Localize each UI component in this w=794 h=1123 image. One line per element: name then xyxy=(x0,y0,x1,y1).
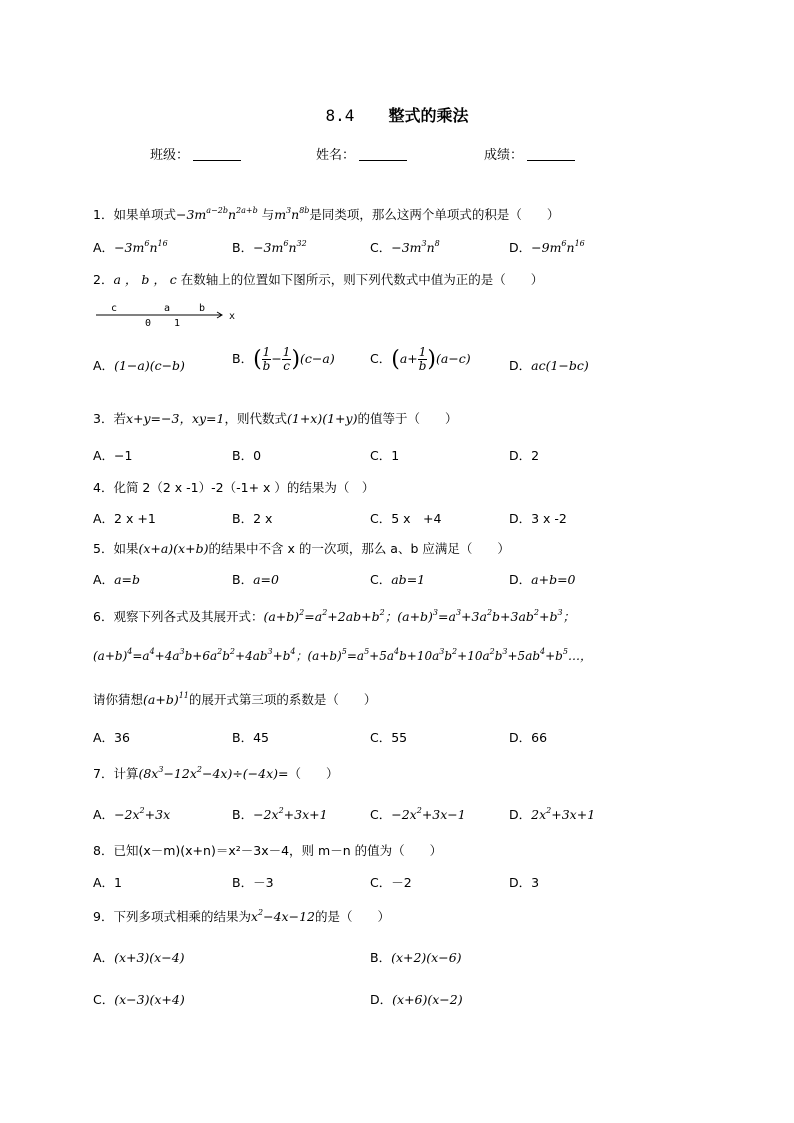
class-label: 班级： xyxy=(150,148,190,163)
question-6 xyxy=(93,607,575,625)
q6-stem: 6．观察下列各式及其展开式： xyxy=(93,609,264,624)
q5-option-d[interactable]: D．a+b=0 xyxy=(509,572,576,587)
q3-stem-b: ，则代数式 xyxy=(224,411,287,426)
q3-stem-a: 3．若 xyxy=(93,411,126,426)
q3-option-c[interactable]: C．1 xyxy=(370,448,400,463)
q7-option-a[interactable]: A．$-2x^2+3x$ xyxy=(93,806,171,822)
q8-option-b[interactable]: B．－3 xyxy=(232,875,274,890)
q1-option-b[interactable]: B．$-3m^6n^{32}$ xyxy=(232,239,307,255)
q7-stem-b: =（ ） xyxy=(278,766,339,781)
nl-label-zero: 0 xyxy=(145,318,152,329)
q5-expr: (x+a)(x+b) xyxy=(138,541,209,556)
q5-stem-a: 5．如果 xyxy=(93,541,139,556)
q1-option-d[interactable]: D．$-9m^6n^{16}$ xyxy=(509,239,585,255)
q1-term2: $m^3n^{8b}$ xyxy=(274,206,310,222)
q2-prefix: 2． xyxy=(93,272,114,287)
name-field xyxy=(316,144,407,163)
name-blank[interactable] xyxy=(359,148,407,161)
question-7 xyxy=(93,764,339,782)
question-1 xyxy=(93,205,559,223)
name-label: 姓名： xyxy=(316,148,356,163)
q3-stem-c: 的值等于（ ） xyxy=(357,411,458,426)
page-title xyxy=(0,103,794,126)
q1-option-a[interactable]: A．$-3m^6n^{16}$ xyxy=(93,239,168,255)
q2-option-a[interactable]: A．(1−a)(c−b) xyxy=(93,358,185,373)
q6-line3 xyxy=(93,690,376,708)
q7-option-d[interactable]: D．$2x^2+3x+1$ xyxy=(509,806,596,822)
q6-exp2: $(a+b)^2=a^2+2ab+b^2$；$(a+b)^3=a^3+3a^2b+3ab^2+b^3$； xyxy=(263,608,576,624)
title-text: 整式的乘法 xyxy=(388,106,469,125)
q6-line3-b: 的展开式第三项的系数是（ ） xyxy=(188,692,377,707)
class-blank[interactable] xyxy=(193,148,241,161)
q9-stem-a: 9．下列多项式相乘的结果为 xyxy=(93,909,251,924)
score-field xyxy=(484,144,575,163)
nl-label-c: c xyxy=(111,303,118,314)
q7-stem-a: 7．计算 xyxy=(93,766,139,781)
q1-option-c[interactable]: C．$-3m^3n^8$ xyxy=(370,239,440,255)
q9-option-d[interactable]: D．(x+6)(x−2) xyxy=(370,992,463,1007)
q3-cond: x+y=−3，xy=1 xyxy=(125,411,225,426)
q9-option-a[interactable]: A．(x+3)(x−4) xyxy=(93,950,185,965)
q4-option-d[interactable]: D．3 x -2 xyxy=(509,511,567,526)
score-blank[interactable] xyxy=(527,148,575,161)
q1-stem-a: 1．如果单项式 xyxy=(93,207,176,222)
question-8: 8．已知(x－m)(x+n)＝x²－3x－4，则 m－n 的值为（ ） xyxy=(93,843,443,858)
q6-option-b[interactable]: B．45 xyxy=(232,730,269,745)
q7-option-b[interactable]: B．$-2x^2+3x+1$ xyxy=(232,806,328,822)
q9-expr: $x^2-4x-12$ xyxy=(250,908,315,924)
score-label: 成绩： xyxy=(484,148,524,163)
q2-vars: a ， b ， c xyxy=(113,272,181,287)
q1-term1: $-3m^{a-2b}n^{2a+b}$ xyxy=(175,206,258,222)
nl-label-b: b xyxy=(199,303,206,314)
q6-exp11: $(a+b)^{11}$ xyxy=(143,691,189,707)
nl-label-x: x xyxy=(229,311,236,322)
question-2 xyxy=(93,270,543,288)
section-number: 8.4 xyxy=(325,106,355,125)
q7-expr: $(8x^3-12x^2-4x)\div(-4x)$ xyxy=(138,765,279,781)
q2-stem: 在数轴上的位置如下图所示，则下列代数式中值为正的是（ ） xyxy=(180,272,544,287)
q5-option-a[interactable]: A．a=b xyxy=(93,572,140,587)
q1-stem-b: 与 xyxy=(261,207,275,222)
q1-stem-c: 是同类项，那么这两个单项式的积是（ ） xyxy=(309,207,560,222)
q6-line3-a: 请你猜想 xyxy=(93,692,144,707)
q8-option-a[interactable]: A．1 xyxy=(93,875,123,890)
q7-option-c[interactable]: C．$-2x^2+3x-1$ xyxy=(370,806,466,822)
q4-option-b[interactable]: B．2 x xyxy=(232,511,273,526)
q3-option-d[interactable]: D．2 xyxy=(509,448,540,463)
q8-option-c[interactable]: C．－2 xyxy=(370,875,412,890)
q5-stem-b: 的结果中不含 x 的一次项，那么 a、b 应满足（ ） xyxy=(208,541,510,556)
question-5 xyxy=(93,539,510,557)
q2-option-c[interactable]: C．(a+ $\frac{1}{b}$ )(a−c) xyxy=(370,345,471,373)
q9-option-c[interactable]: C．(x−3)(x+4) xyxy=(93,992,185,1007)
nl-label-one: 1 xyxy=(174,318,181,329)
nl-label-a: a xyxy=(164,303,171,314)
q2-option-b[interactable]: B．( $\frac{1}{b}$ − $\frac{1}{c}$ )(c−a) xyxy=(232,345,335,373)
class-field xyxy=(150,144,241,163)
q6-option-d[interactable]: D．66 xyxy=(509,730,548,745)
question-3 xyxy=(93,409,458,427)
q9-stem-b: 的是（ ） xyxy=(314,909,390,924)
q4-option-a[interactable]: A．2 x +1 xyxy=(93,511,156,526)
question-4: 4．化简 2（2 x -1）-2（-1+ x ）的结果为（ ） xyxy=(93,480,375,495)
q6-exp4-5: $(a+b)^4=a^4+4a^3b+6a^2b^2+4ab^3+b^4$；$(a+b)^5=a^5+5a^4b+10a^3b^2+10a^2b^3+5ab^4+b^5\dots$， xyxy=(93,647,592,663)
q2-option-d[interactable]: D．ac(1−bc) xyxy=(509,358,589,373)
q5-option-b[interactable]: B．a=0 xyxy=(232,572,279,587)
number-line xyxy=(93,300,253,330)
q3-expr: (1+x)(1+y) xyxy=(287,411,358,426)
q5-option-c[interactable]: C．ab=1 xyxy=(370,572,426,587)
q6-option-c[interactable]: C．55 xyxy=(370,730,408,745)
question-9 xyxy=(93,907,390,925)
q3-option-b[interactable]: B．0 xyxy=(232,448,262,463)
q6-option-a[interactable]: A．36 xyxy=(93,730,130,745)
q8-option-d[interactable]: D．3 xyxy=(509,875,540,890)
q4-option-c[interactable]: C．5 x +4 xyxy=(370,511,442,526)
q9-option-b[interactable]: B．(x+2)(x−6) xyxy=(370,950,462,965)
q3-option-a[interactable]: A．−1 xyxy=(93,448,133,463)
q6-line2 xyxy=(93,647,592,664)
